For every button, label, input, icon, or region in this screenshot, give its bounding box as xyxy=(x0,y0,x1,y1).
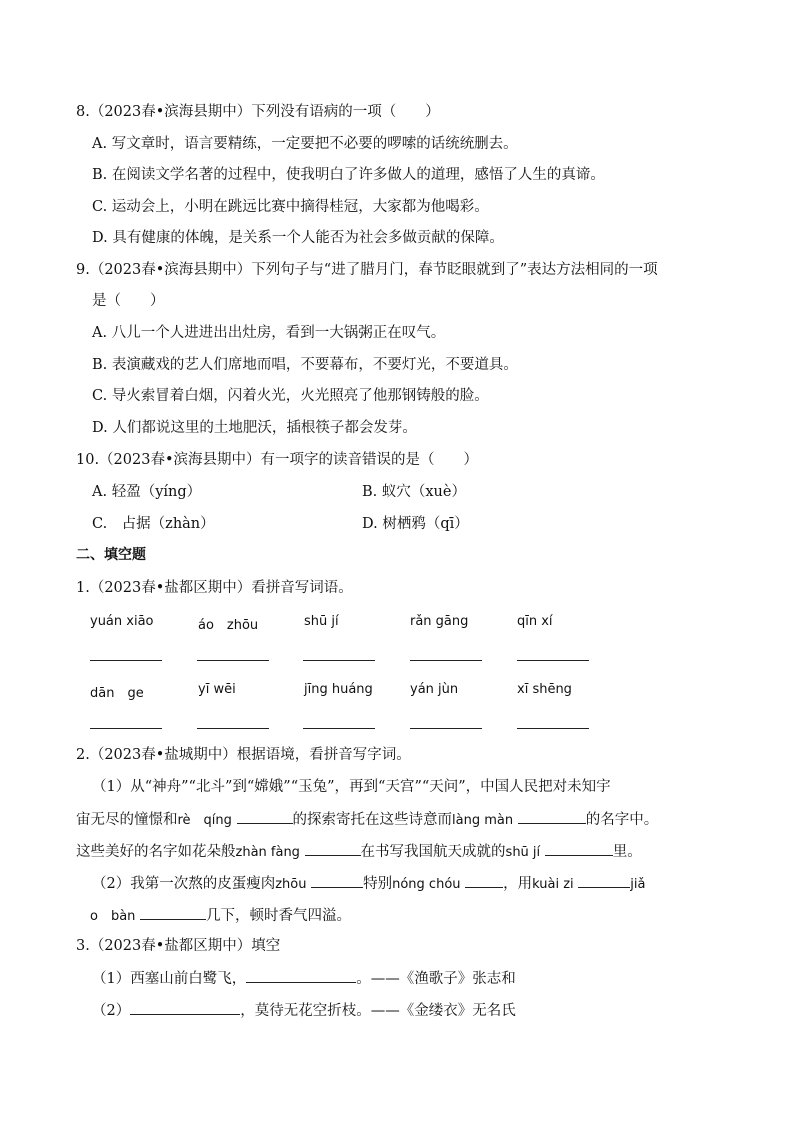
answer-blank[interactable] xyxy=(410,728,482,729)
answer-blank[interactable] xyxy=(518,809,586,824)
answer-blank[interactable] xyxy=(246,968,356,983)
text-run: （2） xyxy=(92,1003,131,1019)
text-run: 。——《渔歌子》张志和 xyxy=(356,971,516,987)
text-run: 特别 xyxy=(363,876,393,892)
q9-option-b: B. 表演藏戏的艺人们席地而唱，不要幕布，不要灯光，不要道具。 xyxy=(92,357,518,373)
fill3-line1 xyxy=(92,968,516,989)
pinyin-prompt: qīn xí xyxy=(517,614,553,629)
q10-option-a: A. 轻盈（yíng） xyxy=(92,484,202,500)
answer-blank[interactable] xyxy=(303,660,375,661)
fill1-stem: 1.（2023春•盐都区期中）看拼音写词语。 xyxy=(76,580,353,596)
answer-blank[interactable] xyxy=(197,728,269,729)
pinyin-prompt: kuài zi xyxy=(532,877,574,892)
q10-option-d: D. 树栖鸦（qī） xyxy=(362,516,469,532)
text-run: 这些美好的名字如花朵般 xyxy=(76,844,236,860)
answer-blank[interactable] xyxy=(303,728,375,729)
answer-blank[interactable] xyxy=(305,841,361,856)
q10-stem: 10.（2023春•滨海县期中）有一项字的读音错误的是（ ） xyxy=(76,452,479,468)
q9-option-c: C. 导火索冒着白烟，闪着火光，火光照亮了他那钢铸般的脸。 xyxy=(92,388,489,404)
q10-option-b: B. 蚁穴（xuè） xyxy=(362,484,466,500)
text-run: ，用 xyxy=(503,876,533,892)
fill3-stem: 3.（2023春•盐都区期中）填空 xyxy=(76,938,281,954)
answer-blank[interactable] xyxy=(90,660,162,661)
answer-blank[interactable] xyxy=(578,873,630,888)
q10-option-c: C. 占据（zhàn） xyxy=(92,516,215,532)
pinyin-prompt: áo zhōu xyxy=(198,618,259,633)
fill2-para1-line1: （1）从“神舟”“北斗”到“嫦娥”“玉兔”，再到“天宫”“天问”，中国人民把对未知宇 xyxy=(92,779,611,795)
answer-blank[interactable] xyxy=(410,660,482,661)
fill3-line2 xyxy=(92,1000,516,1021)
answer-blank[interactable] xyxy=(465,873,503,888)
answer-blank[interactable] xyxy=(140,905,206,920)
answer-blank[interactable] xyxy=(311,873,363,888)
q9-option-d: D. 人们都说这里的土地肥沃，插根筷子都会发芽。 xyxy=(92,420,417,436)
answer-blank[interactable] xyxy=(545,841,613,856)
answer-blank[interactable] xyxy=(90,728,162,729)
q9-stem-line2: 是（ ） xyxy=(92,293,165,309)
q9-stem-line1: 9.（2023春•滨海县期中）下列句子与“进了腊月门，春节眨眼就到了”表达方法相同的一项 xyxy=(76,262,658,278)
q8-option-b: B. 在阅读文学名著的过程中，使我明白了许多做人的道理，感悟了人生的真谛。 xyxy=(92,167,605,183)
answer-blank[interactable] xyxy=(517,660,589,661)
pinyin-prompt: nóng chóu xyxy=(392,877,461,892)
pinyin-prompt: jiǎ xyxy=(630,877,646,892)
pinyin-prompt: yuán xiāo xyxy=(90,614,154,629)
answer-blank[interactable] xyxy=(237,809,293,824)
fill2-para2-line2 xyxy=(90,905,351,927)
pinyin-prompt: zhàn fàng xyxy=(235,845,300,860)
pinyin-prompt: làng màn xyxy=(452,813,514,828)
pinyin-prompt: rè qíng xyxy=(177,813,232,828)
fill2-para1-line3 xyxy=(76,841,642,863)
text-run: 在书写我国航天成就的 xyxy=(360,844,506,860)
q8-option-c: C. 运动会上，小明在跳远比赛中摘得桂冠，大家都为他喝彩。 xyxy=(92,199,489,215)
text-run: （2）我第一次熬的皮蛋瘦肉 xyxy=(92,876,276,892)
fill2-para2-line1 xyxy=(92,873,645,895)
pinyin-prompt: jīng huáng xyxy=(304,682,373,697)
pinyin-prompt: o bàn xyxy=(90,909,136,924)
q9-option-a: A. 八儿一个人进进出出灶房，看到一大锅粥正在叹气。 xyxy=(92,325,446,341)
text-run: 的名字中。 xyxy=(585,812,659,828)
answer-blank[interactable] xyxy=(197,660,269,661)
answer-blank[interactable] xyxy=(517,728,589,729)
text-run: 的探索寄托在这些诗意而 xyxy=(292,812,453,828)
pinyin-prompt: shū jí xyxy=(505,845,541,860)
section-title: 二、填空题 xyxy=(76,547,146,563)
pinyin-prompt: dān ge xyxy=(90,686,144,701)
pinyin-prompt: shū jí xyxy=(304,614,339,629)
pinyin-prompt: rǎn gāng xyxy=(410,614,469,629)
q8-stem: 8.（2023春•滨海县期中）下列没有语病的一项（ ） xyxy=(76,104,440,120)
text-run: （1）西塞山前白鹭飞， xyxy=(92,971,247,987)
fill2-stem: 2.（2023春•盐城期中）根据语境，看拼音写字词。 xyxy=(76,747,411,763)
pinyin-prompt: zhōu xyxy=(275,877,307,892)
pinyin-prompt: yán jùn xyxy=(410,682,459,697)
q8-option-d: D. 具有健康的体魄，是关系一个人能否为社会多做贡献的保障。 xyxy=(92,230,504,246)
pinyin-prompt: yī wēi xyxy=(198,682,236,697)
text-run: 宙无尽的憧憬和 xyxy=(76,812,178,828)
text-run: ，莫待无花空折枝。——《金缕衣》无名氏 xyxy=(240,1003,516,1019)
pinyin-prompt: xī shēng xyxy=(517,682,572,697)
text-run: 里。 xyxy=(612,844,642,860)
text-run: 几下，顿时香气四溢。 xyxy=(206,908,352,924)
answer-blank[interactable] xyxy=(130,1000,240,1015)
fill2-para1-line2 xyxy=(76,809,658,831)
q8-option-a: A. 写文章时，语言要精练，一定要把不必要的啰嗦的话统统删去。 xyxy=(92,136,518,152)
